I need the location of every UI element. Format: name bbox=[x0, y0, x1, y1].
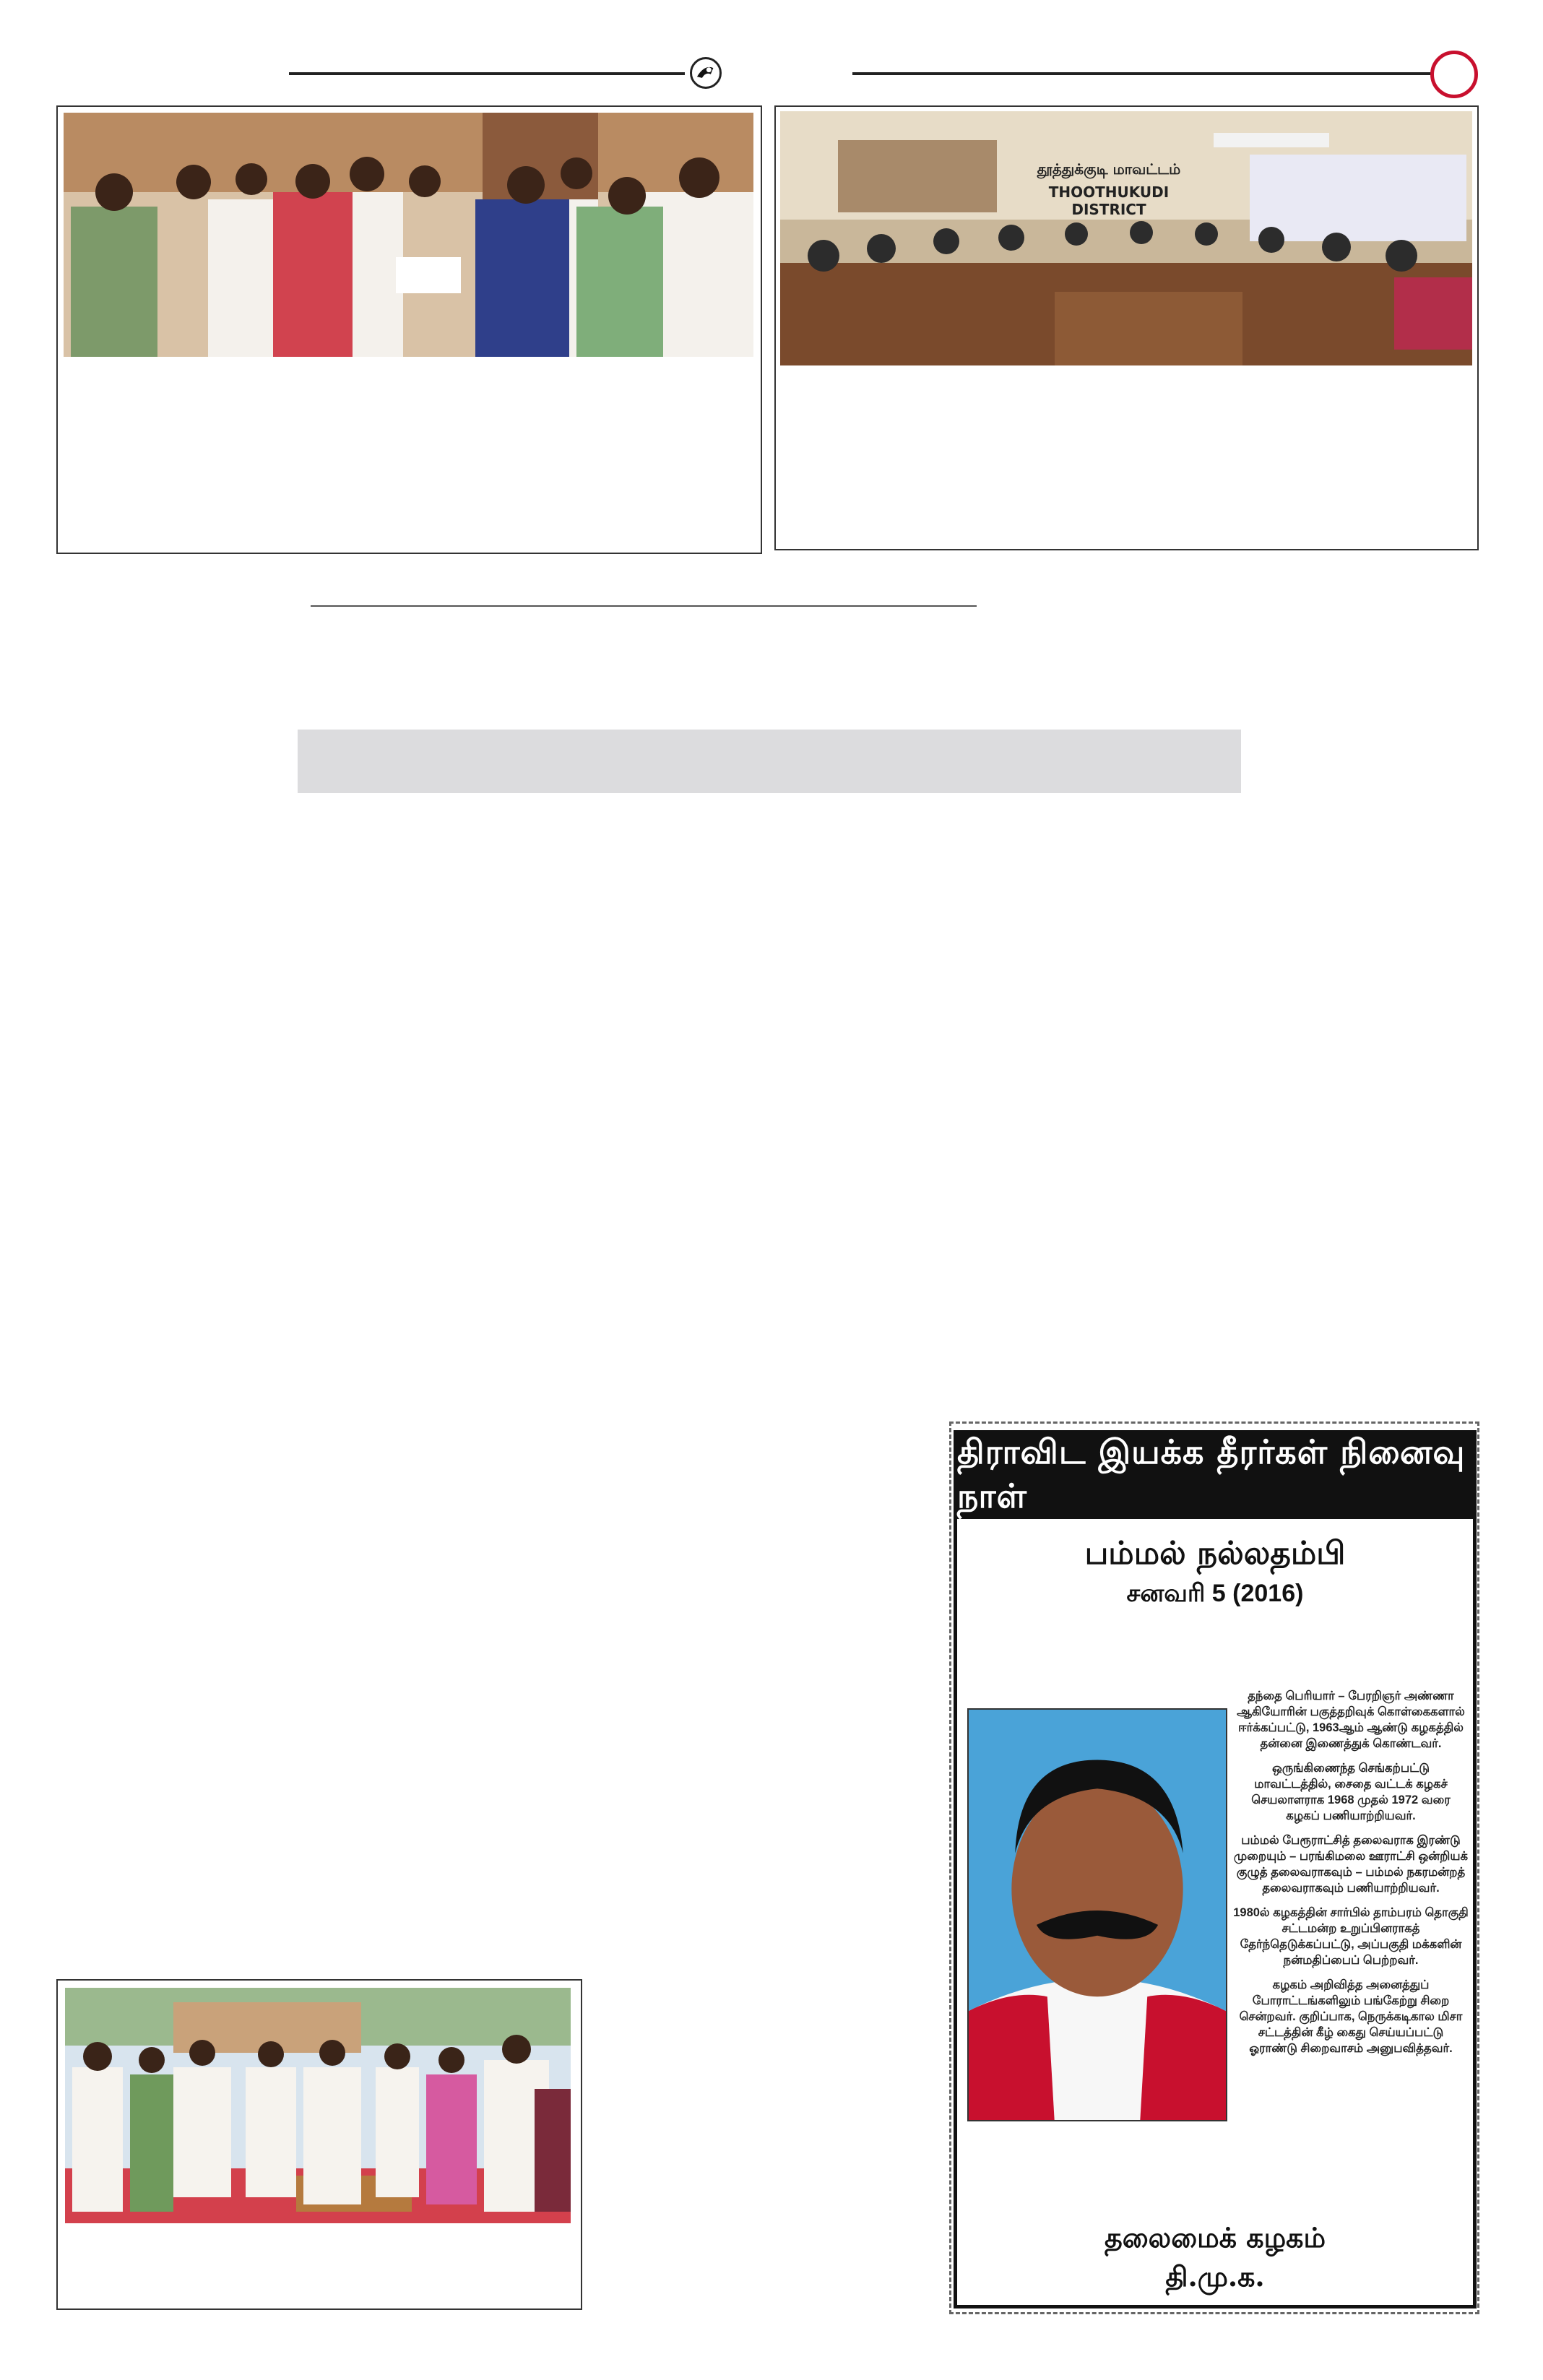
photo-2-sign-english: THOOTHUKUDI DISTRICT bbox=[1048, 183, 1170, 218]
photo-2-sign-tamil: தூத்துக்குடி மாவட்டம் bbox=[1037, 160, 1181, 178]
memorial-footer-party: தி.மு.க. bbox=[1165, 2260, 1265, 2293]
memorial-footer bbox=[957, 2218, 1473, 2296]
header-rule-right bbox=[852, 72, 1439, 75]
memorial-person-name: பம்மல் நல்லதம்பி bbox=[1084, 1535, 1346, 1572]
rising-sun-logo-icon bbox=[690, 57, 722, 89]
section-divider-rule bbox=[311, 605, 977, 607]
headline-band bbox=[298, 730, 1241, 793]
photo-3-inauguration bbox=[65, 1988, 571, 2223]
memorial-date: சனவரி 5 (2016) bbox=[1126, 1580, 1304, 1607]
bio-paragraph: ஒருங்கிணைந்த செங்கற்பட்டு மாவட்டத்தில், சைதை வட்டக் கழகச் செயலாளராக 1968 முதல் 1972 வரை கழகப் பணியாற்றியவர். bbox=[1251, 1762, 1451, 1822]
bio-paragraph: பம்மல் பேரூராட்சித் தலைவராக இரண்டு முறையும் – பரங்கிமலை ஊராட்சி ஒன்றியக் குழுத் தலைவராகவும் – பம்மல் நகரமன்றத் தலைவராகவும் பணியாற்றியவர். bbox=[1233, 1834, 1469, 1895]
memorial-header: திராவிட இயக்க தீரர்கள் நினைவு நாள் bbox=[957, 1434, 1473, 1519]
memorial-portrait bbox=[967, 1708, 1227, 2121]
photo-2-meeting bbox=[780, 111, 1472, 365]
bio-paragraph: 1980ல் கழகத்தின் சார்பில் தாம்பரம் தொகுதி சட்டமன்ற உறுப்பினராகத் தேர்ந்தெடுக்கப்பட்டு, அப்பகுதி மக்களின் நன்மதிப்பைப் பெற்றவர். bbox=[1233, 1906, 1469, 1967]
bio-paragraph: தந்தை பெரியார் – பேரறிஞர் அண்ணா ஆகியோரின் பகுத்தறிவுக் கொள்கைகளால் ஈர்க்கப்பட்டு, 1963ஆம் ஆண்டு கழகத்தில் தன்னை இணைத்துக் கொண்டவர். bbox=[1237, 1689, 1465, 1750]
memorial-notice bbox=[954, 1430, 1477, 2308]
memorial-footer-org: தலைமைக் கழகம் bbox=[1104, 2221, 1326, 2254]
bio-paragraph: கழகம் அறிவித்த அனைத்துப் போராட்டங்களிலும் பங்கேற்று சிறை சென்றவர். குறிப்பாக, நெருக்கடிகால மிசா சட்டத்தின் கீழ் கைது செய்யப்பட்டு ஓராண்டு சிறைவாசம் அனுபவித்தவர். bbox=[1239, 1978, 1463, 2055]
photo-1-ceremony bbox=[64, 113, 753, 357]
header-rule-left bbox=[289, 72, 685, 75]
page-number-circle-icon bbox=[1430, 51, 1478, 98]
memorial-biography bbox=[1233, 1688, 1469, 2065]
